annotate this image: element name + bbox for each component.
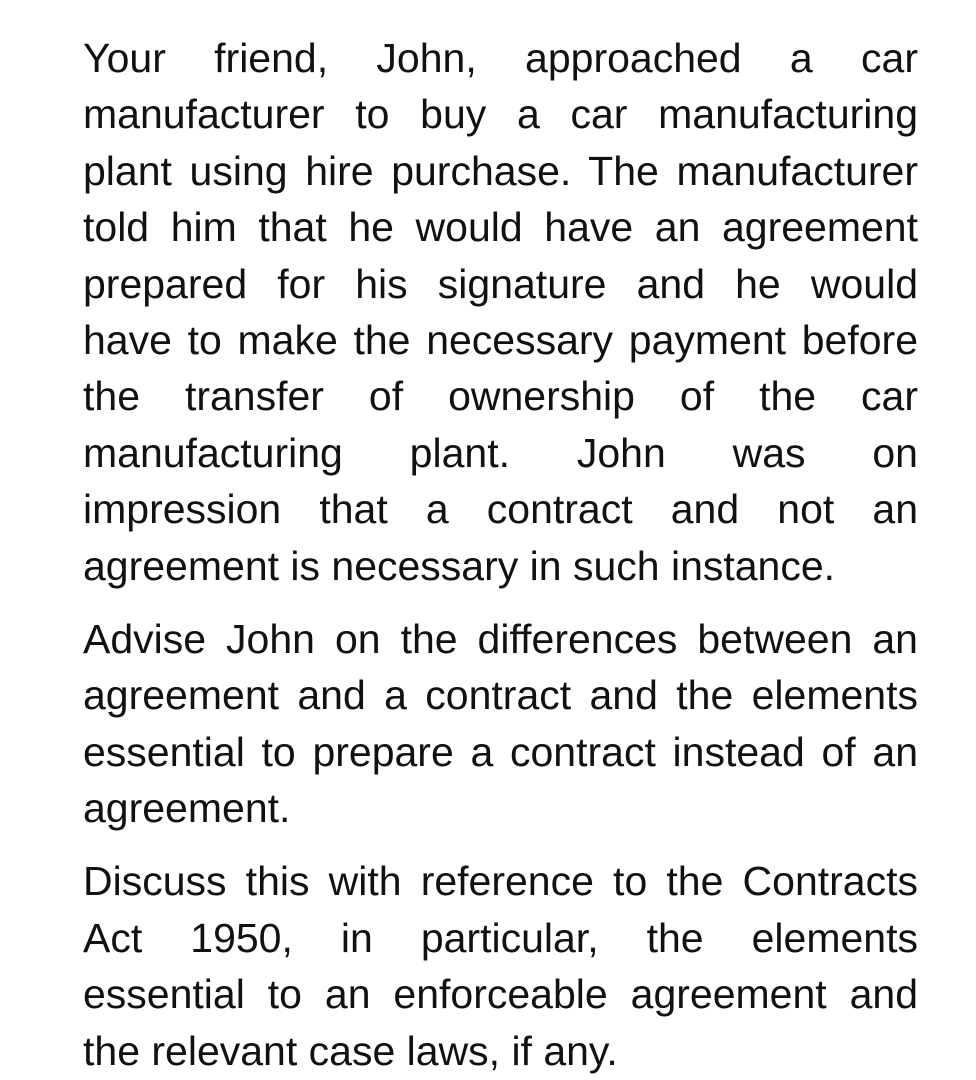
text-line: prepared for his signature and he would (83, 260, 918, 307)
text-line: have to make the necessary payment before (83, 316, 918, 363)
paragraph-scenario (83, 30, 918, 594)
paragraph-advise (83, 611, 918, 837)
text-line: Discuss this with reference to the Contracts (83, 858, 918, 905)
text-line: Act 1950, in particular, the elements (83, 914, 918, 961)
text-line: the transfer of ownership of the car (83, 373, 918, 420)
text-line: the relevant case laws, if any. (83, 1027, 618, 1074)
text-line: impression that a contract and not an (83, 486, 918, 533)
text-line: manufacturer to buy a car manufacturing (83, 91, 918, 138)
text-line: manufacturing plant. John was on (83, 429, 918, 476)
text-line: agreement. (83, 785, 291, 832)
text-line: told him that he would have an agreement (83, 204, 918, 251)
paragraph-discuss (83, 853, 918, 1079)
text-line: plant using hire purchase. The manufacturer (83, 147, 918, 194)
text-line: Advise John on the differences between an (83, 615, 918, 662)
text-line: essential to an enforceable agreement and (83, 971, 918, 1018)
text-line: essential to prepare a contract instead of an (83, 728, 918, 775)
text-line: agreement is necessary in such instance. (83, 542, 836, 589)
document-body (83, 30, 918, 1079)
text-line: agreement and a contract and the elements (83, 672, 918, 719)
text-line: Your friend, John, approached a car (83, 35, 918, 81)
